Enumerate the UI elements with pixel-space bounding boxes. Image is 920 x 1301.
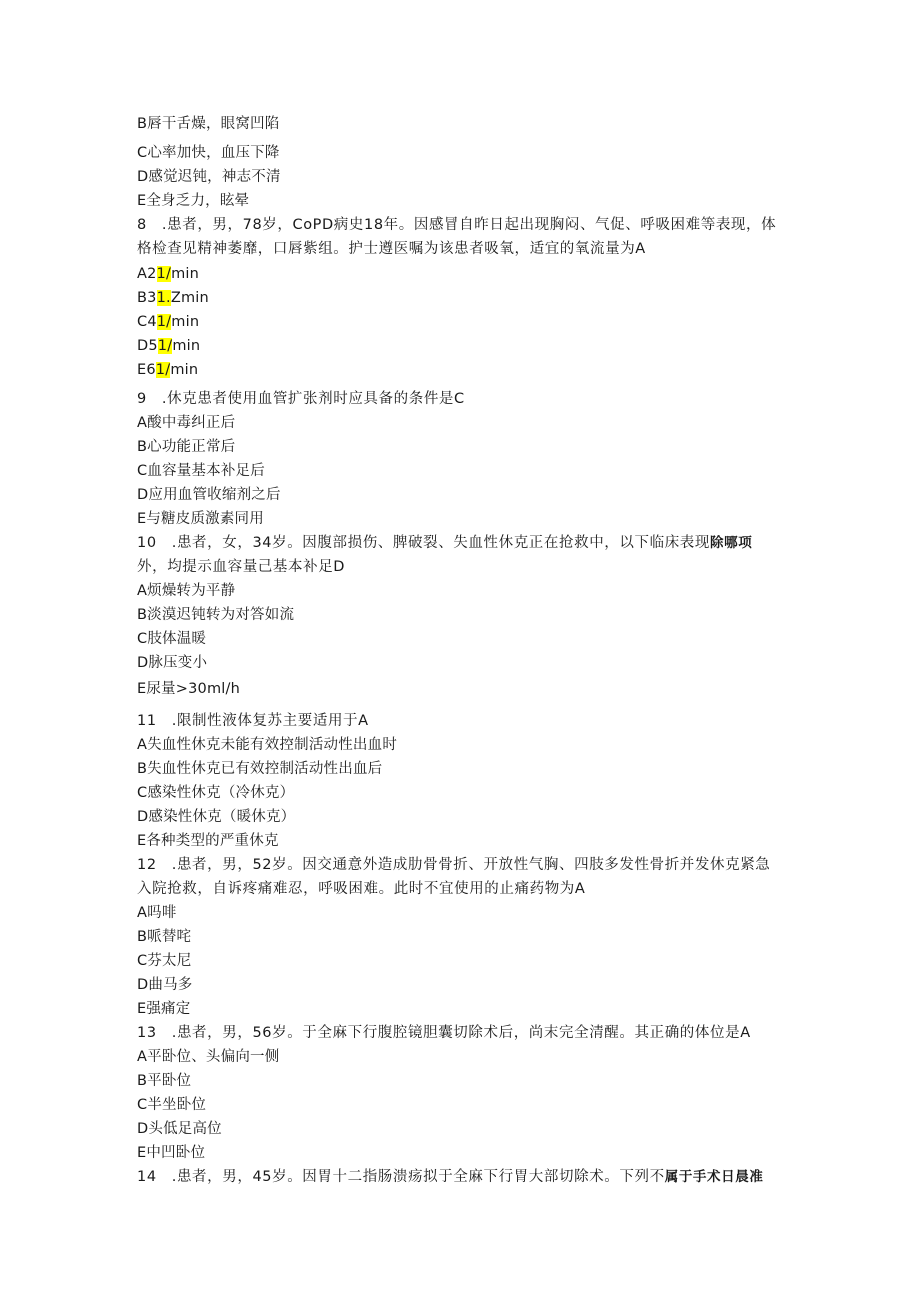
option-line-highlighted (137, 336, 200, 356)
option-line: C肢体温暖 (137, 631, 207, 647)
option-line: D曲马多 (137, 977, 193, 993)
question-line: 13 .患者，男，56岁。于全麻下行腹腔镜胆囊切除术后，尚末完全清醒。其正确的体位是A (137, 1025, 751, 1041)
oxygen-option-text: A21∕min (137, 266, 200, 282)
option-line: D脉压变小 (137, 655, 208, 671)
option-line: A吗啡 (137, 905, 177, 921)
option-line: A酸中毒纠正后 (137, 415, 236, 431)
option-line: B淡漠迟钝转为对答如流 (137, 607, 295, 623)
oxygen-option-text: C41∕min (137, 314, 200, 330)
option-line: A平卧位、头偏向一侧 (137, 1049, 280, 1065)
oxygen-option-text: D51∕min (137, 338, 201, 354)
option-line: A烦燥转为平静 (137, 583, 236, 599)
option-line-highlighted (137, 264, 199, 284)
option-line: B唇干舌燥，眼窝凹陷 (137, 116, 280, 132)
option-line-highlighted (137, 360, 198, 380)
question-line: 14 .患者，男，45岁。因胃十二指肠溃疡拟于全麻下行胃大部切除术。下列不属于手术日晨准 (137, 1169, 764, 1185)
option-line: E强痛定 (137, 1001, 191, 1017)
question-line: 11 .限制性液体复苏主要适用于A (137, 713, 369, 729)
question-line: 格检查见精神萎靡，口唇紫组。护士遵医嘱为该患者吸氧，适宜的氧流量为A (137, 241, 646, 257)
question-line: 12 .患者，男，52岁。因交通意外造成肋骨骨折、开放性气胸、四肢多发性骨折并发休克紧急 (137, 857, 771, 873)
option-line: B平卧位 (137, 1073, 192, 1089)
option-line: E尿量>30ml∕h (137, 681, 240, 697)
option-line: C心率加快，血压下降 (137, 145, 280, 161)
option-line: B心功能正常后 (137, 439, 236, 455)
option-line: E中凹卧位 (137, 1145, 206, 1161)
option-line: D头低足高位 (137, 1121, 222, 1137)
option-line: C半坐卧位 (137, 1097, 207, 1113)
question-line: 10 .患者，女，34岁。因腹部损伤、脾破裂、失血性休克正在抢救中，以下临床表现除哪项 (137, 535, 753, 551)
oxygen-option-text: E61∕min (137, 362, 199, 378)
option-line: C芬太尼 (137, 953, 192, 969)
option-line-highlighted (137, 312, 199, 332)
question-line: 外，均提示血容量己基本补足D (137, 559, 346, 575)
option-line: B失血性休克已有效控制活动性出血后 (137, 761, 383, 777)
oxygen-option-text: B31.Zmin (137, 290, 209, 306)
option-line: A失血性休克未能有效控制活动性出血时 (137, 737, 398, 753)
question-line: 8 .患者，男，78岁，CoPD病史18年。因感冒自昨日起出现胸闷、气促、呼吸困难等表现，体 (137, 217, 777, 233)
question-line: 入院抢救，自诉疼痛难忍，呼吸困难。此时不宜使用的止痛药物为A (137, 881, 586, 897)
option-line-highlighted (137, 288, 209, 308)
option-line: C血容量基本补足后 (137, 463, 265, 479)
option-line: D应用血管收缩剂之后 (137, 487, 281, 503)
option-line: D感染性休克（暖休克） (137, 809, 296, 825)
option-line: E全身乏力，眩晕 (137, 193, 250, 209)
option-line: E各种类型的严重休克 (137, 833, 279, 849)
option-line: E与糖皮质激素同用 (137, 511, 264, 527)
option-line: B哌替咤 (137, 929, 192, 945)
option-line: C感染性休克（冷休克） (137, 785, 295, 801)
question-line: 9 .休克患者使用血管扩张剂时应具备的条件是C (137, 391, 465, 407)
option-line: D感觉迟钝，神志不清 (137, 169, 281, 185)
